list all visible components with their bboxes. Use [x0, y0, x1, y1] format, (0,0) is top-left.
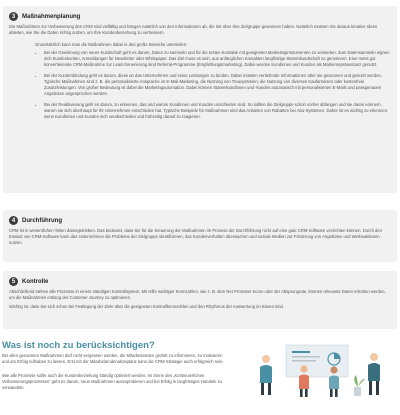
- section-text: Wichtig ist, dass Sie sich schon bei Festlegung der Ziele über die geeigneten Kontrollkennzahlen und den Rhythmus der Auswertung im Klaren sind.: [9, 304, 284, 309]
- list-item: • Bei der Kundenbindung geht es darum, diese an das Unternehmen und seine Leistungen zu binden. Dabei müssen vertiefende Informationen über sie gewonnen und genutzt werden. Typische Maßnahmen sind z. B. die personalisierte Ansprache im E-Mail-Marketing, die Nutzung von Treueprämien, die Nutzung von diversen Kaufanreizen oder kostenfreie Zusatzleistungen. Von großer Bedeutung ist dabei die Marketingautomation. Dabei können Stammkundinnen und -kunden automatisch mit personalisierten E-Mails und passgenauen Angeboten angesprochen werden.: [44, 73, 391, 97]
- paragraph: Bei allen genannten Maßnahmen darf nicht vergessen werden, die Mitarbeitenden gezielt zu informieren, zu motivieren und am Erfolg teilhaben zu lassen. Erst mit der Mitarbeitendenakzeptanz kann die CRM-Strategie auch erfolgreich sein.: [2, 353, 224, 364]
- step-number-badge: 5: [9, 277, 18, 286]
- section-lead: Grundsätzlich kann man die Maßnahmen dabei in drei große Bereiche unterteilen:: [35, 42, 188, 47]
- section-title: Maßnahmenplanung: [22, 13, 81, 20]
- list-item: • Bei der Reaktivierung geht es darum, zu erkennen, das und warum Kundinnen und Kunden unzufrieden sind. So sollten die Zielgruppe schon vorher abfangen und sie daran erinnern, warum sie sich überhaupt für Ihr Unternehmen entschieden hat. Typische Beispiele für Maßnahmen sind das Anbieten von Rabatten bei Abo-Systemen. Daher ist es wichtig zu erkennen, wenn Kundinnen und Kunden sich verabschieden und frühzeitig darauf zu reagieren.: [44, 102, 391, 120]
- subheading: Was ist noch zu berücksichtigen?: [2, 340, 155, 351]
- section-text: Abschließend stehen alle Prozesse in einem ständigen Kontrollsystem. Mit Hilfe wichtiger Kennzahlen, wie z. B. dem Net Promoter Score oder der Absprungrate, können relevante Daten erhoben werden, um die Maßnahmen entlang der Customer Journey zu optimieren.: [9, 289, 386, 300]
- section-text: CRM ist in wesentlichen Teilen datengetrieben. Das bedeutet, dass Sie für die Steuerung der Maßnahmen im Prozess der Durchführung nicht auf eine gute CRM-Software verzichten können. Durch den Einsatz von CRM-Software kann das Unternehmen die Probleme der Zielgruppe identifizieren, das Kundenverhalten überwachen und soziale Medien zur Förderung von Angeboten und Werbeaktionen nutzen.: [9, 228, 383, 245]
- section-header: [9, 12, 391, 21]
- team-people-illustration: [246, 337, 396, 399]
- step-number-badge: 3: [9, 12, 18, 21]
- section-durchfuehrung: [3, 210, 397, 262]
- section-title: Kontrolle: [22, 278, 49, 285]
- section-title: Durchführung: [22, 217, 62, 224]
- section-header: [9, 216, 391, 225]
- list-item: • Bei der Gewinnung von neuer Kundschaft geht es darum, Daten zu sammeln und für die ersten Kontakte mit geeigneten Marketinginstrumenten zu verwerten. Zum Datensammeln eignen sich Kundenkonten, Anmeldungen für Newsletter oder Whitepaper. Das Ziel muss es sein, aus anfänglichen Kontakten langfristige Stammkundschaft zu generieren. Eine meist gut konvertierende CRM-Maßnahme zur Lead-Generierung sind Referral-Programme (Empfehlungsmarketing). Dabei werden Kundinnen und Kunden als Markenrepräsentanz genutzt.: [44, 50, 391, 68]
- section-header: [9, 277, 391, 286]
- section-massnahmenplanung: [3, 6, 397, 193]
- section-kontrolle: [3, 271, 397, 329]
- step-number-badge: 4: [9, 216, 18, 225]
- section-intro: Die Maßnahmen zur Verbesserung des CRM sind vielfältig und hängen natürlich von den Informationen ab, die Sie über Ihre Zielgruppe gewonnen haben. Natürlich müssen Sie daraus kreative Ideen ableiten, wie Sie die Daten richtig nutzen, um Ihre Kundenbeziehung zu verbessern.: [9, 24, 378, 35]
- measures-list: [35, 50, 391, 120]
- paragraph: Wie alle Prozesse sollte auch die Kundenbeziehung ständig optimiert werden. Im Sinne des „Kontinuierlichen Verbesserungsprozesses“ geht es darum, neue Maßnahmen auszuprobieren und bei Erfolg in langfristiges Handeln zu verwandeln.: [2, 373, 222, 390]
